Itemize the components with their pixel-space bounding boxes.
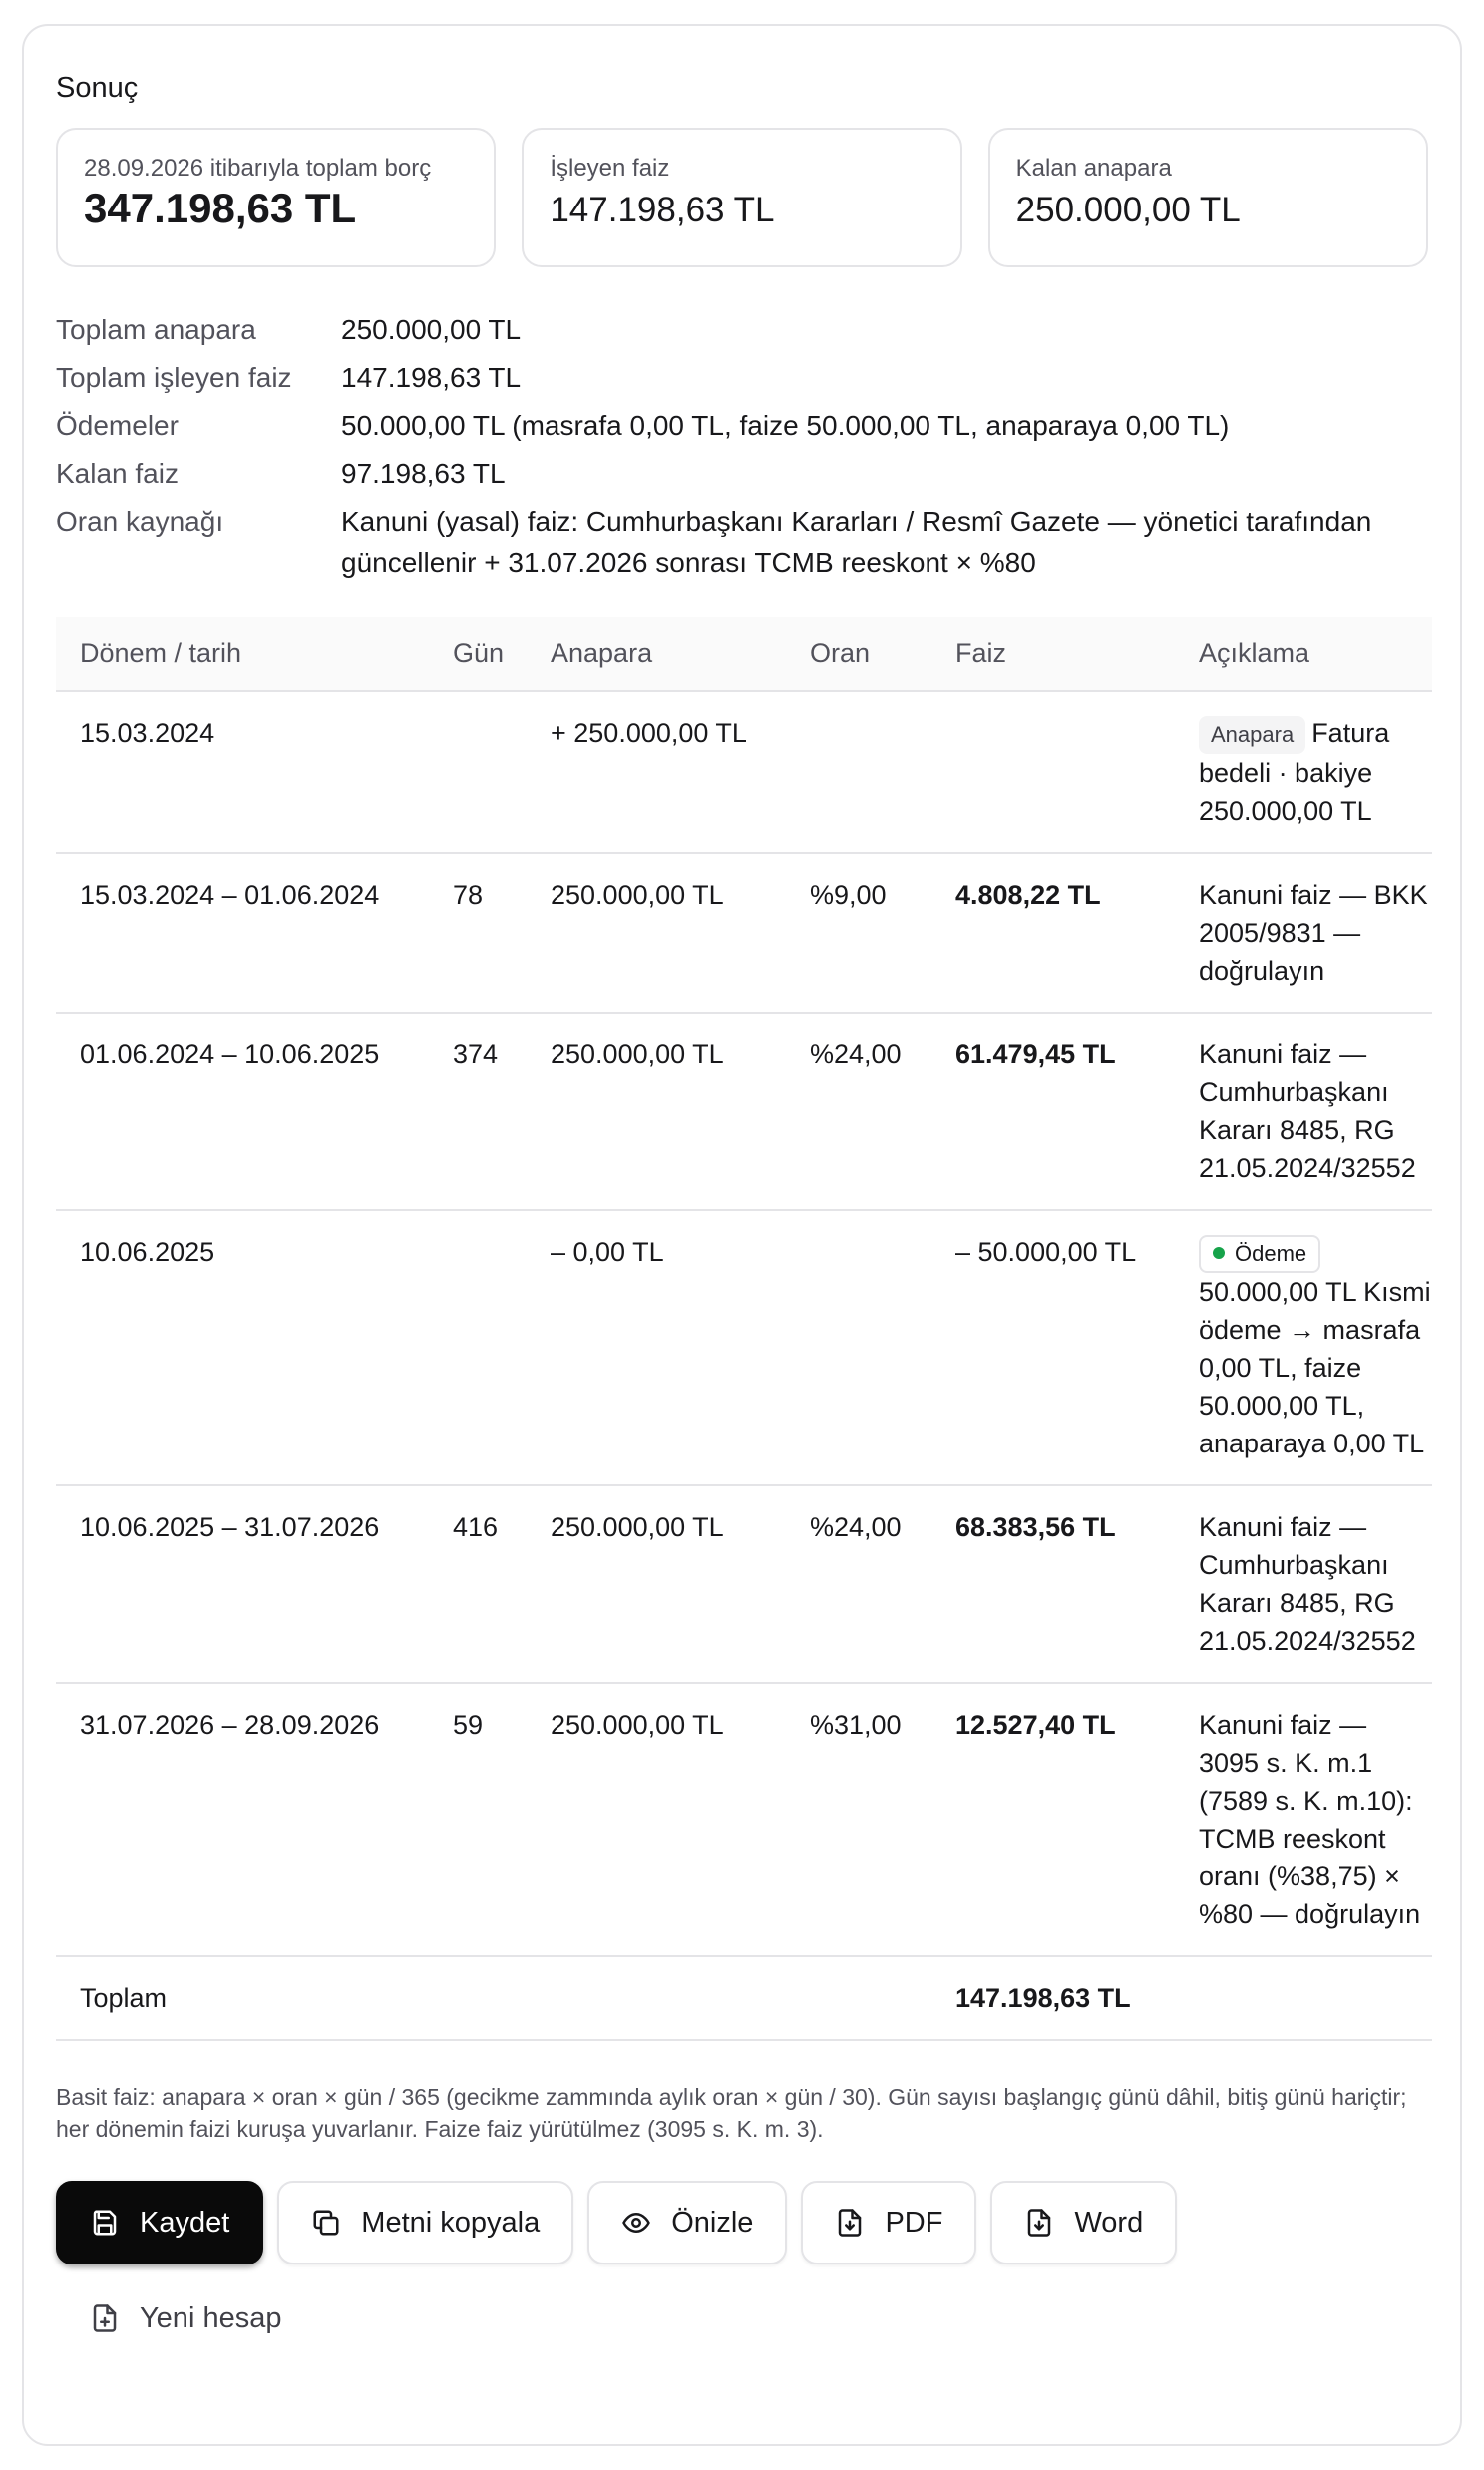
- summary-row: [56, 309, 1428, 350]
- total-label: Toplam: [56, 1956, 429, 2040]
- word-button-label: Word: [1074, 2206, 1144, 2239]
- cell-description: [1175, 691, 1432, 853]
- cell-days: 78: [429, 853, 527, 1013]
- summary-key: Oran kaynağı: [56, 506, 224, 537]
- calculation-footnote: Basit faiz: anapara × oran × gün / 365 (gecikme zammında aylık oran × gün / 30). Gün sayısı başlangıç günü dâhil, bitiş günü hariçtir; her dönemin faizi kuruşa yuvarlanır. Faize faiz yürütülmez (3095 s. K. m. 3).: [56, 2084, 1407, 2142]
- secondary-action-bar: [56, 2276, 1428, 2360]
- table-row: [56, 1013, 1432, 1210]
- stat-label: İşleyen faiz: [550, 155, 670, 182]
- table-header-row: [56, 617, 1432, 691]
- table-total-row: [56, 1956, 1432, 2040]
- cell-principal: – 0,00 TL: [527, 1210, 786, 1485]
- column-header-rate: Oran: [786, 617, 931, 691]
- table-row: [56, 691, 1432, 853]
- cell-interest: [931, 691, 1175, 853]
- summary-key: Ödemeler: [56, 410, 179, 441]
- save-icon: [90, 2208, 120, 2238]
- cell-period: 31.07.2026 – 28.09.2026: [56, 1683, 429, 1956]
- copy-text-button[interactable]: [277, 2181, 573, 2264]
- cell-interest: 61.479,45 TL: [931, 1013, 1175, 1210]
- file-download-icon: [835, 2208, 865, 2238]
- cell-days: [429, 1210, 527, 1485]
- pdf-button-label: PDF: [885, 2206, 943, 2239]
- cell-description: Kanuni faiz — Cumhurbaşkanı Kararı 8485, RG 21.05.2024/32552: [1175, 1013, 1432, 1210]
- cell-rate: %31,00: [786, 1683, 931, 1956]
- column-header-description: Açıklama: [1175, 617, 1432, 691]
- action-bar: [56, 2181, 1428, 2264]
- new-calculation-label: Yeni hesap: [140, 2301, 282, 2334]
- cell-period: 01.06.2024 – 10.06.2025: [56, 1013, 429, 1210]
- summary-row: [56, 453, 1428, 494]
- column-header-interest: Faiz: [931, 617, 1175, 691]
- summary-row: [56, 501, 1428, 583]
- save-button[interactable]: [56, 2181, 263, 2264]
- cell-interest: 4.808,22 TL: [931, 853, 1175, 1013]
- cell-principal: 250.000,00 TL: [527, 1485, 786, 1683]
- stat-value: 147.198,63 TL: [550, 191, 775, 229]
- save-button-label: Kaydet: [140, 2206, 230, 2239]
- cell-description: Kanuni faiz — 3095 s. K. m.1 (7589 s. K. m.10): TCMB reeskont oranı (%38,75) × %80 — doğrulayın: [1175, 1683, 1432, 1956]
- summary-key: Toplam işleyen faiz: [56, 362, 292, 393]
- cell-description: Kanuni faiz — Cumhurbaşkanı Kararı 8485, RG 21.05.2024/32552: [1175, 1485, 1432, 1683]
- cell-principal: 250.000,00 TL: [527, 1013, 786, 1210]
- summary-row: [56, 405, 1428, 446]
- empty-cell: [786, 1956, 931, 2040]
- cell-principal: 250.000,00 TL: [527, 1683, 786, 1956]
- description-text: Fatura bedeli · bakiye 250.000,00 TL: [1199, 718, 1390, 826]
- cell-rate: %24,00: [786, 1485, 931, 1683]
- new-calculation-button[interactable]: [56, 2276, 315, 2360]
- payment-badge: [1199, 1235, 1320, 1273]
- eye-icon: [621, 2208, 651, 2238]
- cell-period: 15.03.2024 – 01.06.2024: [56, 853, 429, 1013]
- stat-label: 28.09.2026 itibarıyla toplam borç: [84, 155, 432, 182]
- preview-button-label: Önizle: [671, 2206, 754, 2239]
- stat-label: Kalan anapara: [1015, 155, 1172, 182]
- description-text: 50.000,00 TL Kısmi ödeme → masrafa 0,00 TL, faize 50.000,00 TL, anaparaya 0,00 TL: [1199, 1277, 1431, 1458]
- copy-icon: [311, 2208, 341, 2238]
- cell-period: 10.06.2025 – 31.07.2026: [56, 1485, 429, 1683]
- cell-interest: – 50.000,00 TL: [931, 1210, 1175, 1485]
- result-card: [22, 24, 1462, 2446]
- summary-value: 97.198,63 TL: [341, 458, 506, 489]
- cell-rate: %9,00: [786, 853, 931, 1013]
- stat-interest: [522, 128, 961, 267]
- summary-value: Kanuni (yasal) faiz: Cumhurbaşkanı Kararları / Resmî Gazete — yönetici tarafından güncellenir + 31.07.2026 sonrası TCMB reeskont × %80: [341, 506, 1372, 578]
- cell-rate: [786, 691, 931, 853]
- table-row: [56, 1485, 1432, 1683]
- empty-cell: [429, 1956, 527, 2040]
- cell-rate: [786, 1210, 931, 1485]
- empty-cell: [1175, 1956, 1432, 2040]
- cell-interest: 68.383,56 TL: [931, 1485, 1175, 1683]
- summary-value: 50.000,00 TL (masrafa 0,00 TL, faize 50.000,00 TL, anaparaya 0,00 TL): [341, 410, 1230, 441]
- cell-days: 374: [429, 1013, 527, 1210]
- cell-days: 416: [429, 1485, 527, 1683]
- summary-value: 250.000,00 TL: [341, 314, 522, 345]
- copy-button-label: Metni kopyala: [361, 2206, 541, 2239]
- total-value: 147.198,63 TL: [931, 1956, 1175, 2040]
- table-row: [56, 853, 1432, 1013]
- cell-rate: %24,00: [786, 1013, 931, 1210]
- empty-cell: [527, 1956, 786, 2040]
- table-row: [56, 1210, 1432, 1485]
- cell-principal: 250.000,00 TL: [527, 853, 786, 1013]
- summary-list: [56, 309, 1428, 583]
- preview-button[interactable]: [587, 2181, 787, 2264]
- stats-row: [56, 128, 1428, 267]
- cell-period: 10.06.2025: [56, 1210, 429, 1485]
- cell-interest: 12.527,40 TL: [931, 1683, 1175, 1956]
- card-title: Sonuç: [56, 72, 139, 104]
- payment-badge-label: Ödeme: [1235, 1241, 1307, 1266]
- pdf-button[interactable]: [801, 2181, 976, 2264]
- word-button[interactable]: [990, 2181, 1177, 2264]
- cell-description: Kanuni faiz — BKK 2005/9831 — doğrulayın: [1175, 853, 1432, 1013]
- file-plus-icon: [90, 2303, 120, 2333]
- column-header-days: Gün: [429, 617, 527, 691]
- cell-description: [1175, 1210, 1432, 1485]
- summary-value: 147.198,63 TL: [341, 362, 522, 393]
- principal-badge: Anapara: [1199, 716, 1305, 754]
- stat-value: 250.000,00 TL: [1015, 191, 1241, 229]
- payment-dot-icon: [1213, 1247, 1225, 1259]
- stat-remaining-principal: [988, 128, 1428, 267]
- cell-principal: + 250.000,00 TL: [527, 691, 786, 853]
- stat-total-debt: [56, 128, 496, 267]
- table-row: [56, 1683, 1432, 1956]
- summary-key: Toplam anapara: [56, 314, 256, 345]
- periods-table: [56, 617, 1432, 2041]
- file-download-icon: [1024, 2208, 1054, 2238]
- column-header-principal: Anapara: [527, 617, 786, 691]
- column-header-period: Dönem / tarih: [56, 617, 429, 691]
- cell-days: 59: [429, 1683, 527, 1956]
- summary-key: Kalan faiz: [56, 458, 179, 489]
- summary-row: [56, 357, 1428, 398]
- cell-period: 15.03.2024: [56, 691, 429, 853]
- stat-value: 347.198,63 TL: [84, 185, 357, 231]
- cell-days: [429, 691, 527, 853]
